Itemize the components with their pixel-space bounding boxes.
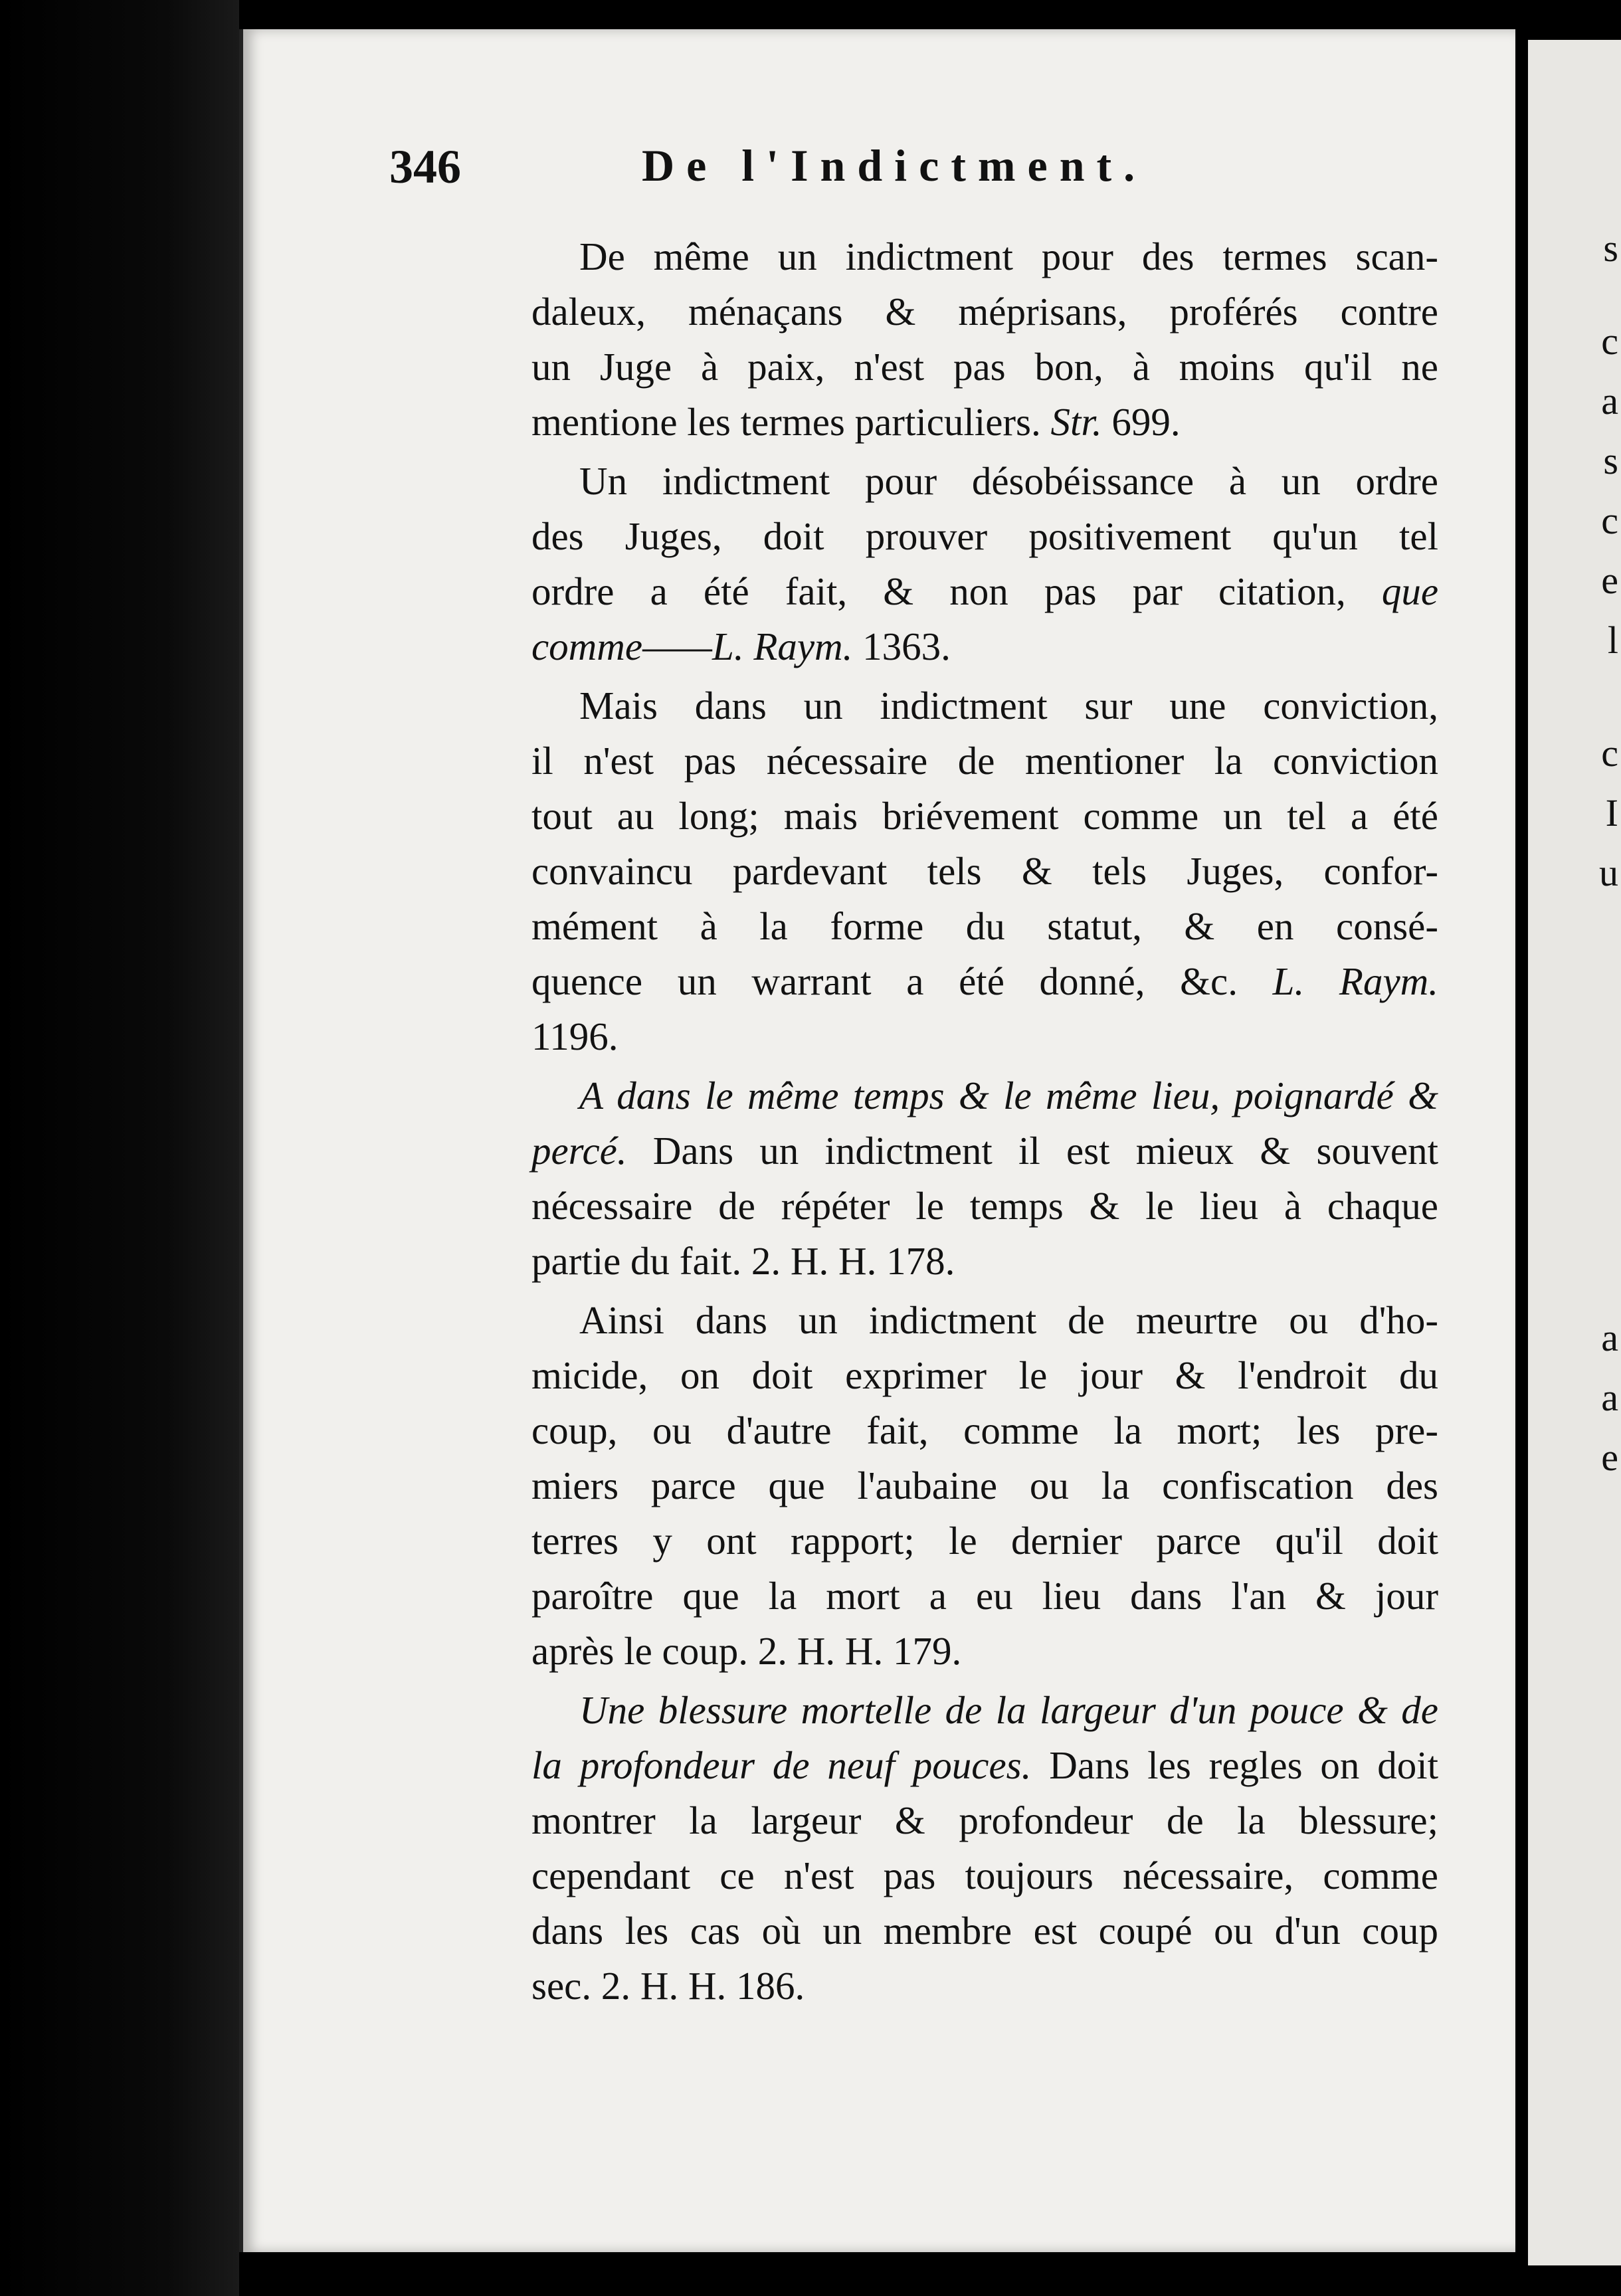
page-number: 346	[389, 140, 461, 193]
text-line	[531, 1903, 1438, 1959]
text-line	[531, 395, 1438, 450]
text-line	[531, 564, 1438, 619]
text-run: tout au long; mais briévement comme un tel a été	[531, 794, 1438, 838]
paragraph	[531, 1068, 1438, 1289]
text-run: après le coup. 2. H. H. 179.	[531, 1629, 962, 1673]
text-run: De même un indictment pour des termes scan-	[579, 235, 1438, 278]
text-line	[531, 1959, 1438, 2014]
text-line	[531, 229, 1438, 284]
italic-text: L. Raym.	[1272, 959, 1438, 1003]
paragraph	[531, 454, 1438, 674]
text-run: Un indictment pour désobéissance à un ordre	[579, 459, 1438, 503]
text-line	[531, 789, 1438, 844]
text-line	[531, 284, 1438, 339]
text-line	[531, 733, 1438, 789]
page-header	[389, 140, 1266, 213]
text-run: convaincu pardevant tels & tels Juges, confor-	[531, 849, 1438, 893]
italic-text: Une blessure mortelle de la largeur d'un pouce & de	[579, 1688, 1438, 1732]
facing-page-letter: I	[1605, 791, 1618, 834]
text-run: 1363.	[852, 624, 951, 668]
text-line	[531, 899, 1438, 954]
italic-text: comme——L. Raym.	[531, 624, 853, 668]
facing-page-letter: e	[1601, 1436, 1618, 1479]
text-run: 1196.	[531, 1014, 619, 1058]
text-line	[531, 454, 1438, 509]
text-run: nécessaire de répéter le temps & le lieu à chaque	[531, 1184, 1438, 1228]
facing-page-letter: s	[1603, 439, 1618, 482]
paragraph	[531, 1683, 1438, 2014]
running-title: De l'Indictment.	[642, 140, 1147, 191]
text-run: sec. 2. H. H. 186.	[531, 1964, 805, 2008]
facing-page-edge	[1528, 40, 1621, 2265]
facing-page-letter: c	[1601, 499, 1618, 542]
text-run: Ainsi dans un indictment de meurtre ou d'ho-	[579, 1298, 1438, 1342]
paragraph	[531, 1293, 1438, 1679]
facing-page-letter: u	[1599, 851, 1618, 894]
body-text	[531, 229, 1438, 2018]
text-run: cependant ce n'est pas toujours nécessaire, comme	[531, 1854, 1438, 1897]
text-run: coup, ou d'autre fait, comme la mort; les pre-	[531, 1408, 1438, 1452]
text-run: mentione les termes particuliers.	[531, 400, 1051, 444]
text-line	[531, 1513, 1438, 1569]
text-line	[531, 1348, 1438, 1403]
text-line	[531, 678, 1438, 733]
text-run: des Juges, doit prouver positivement qu'un tel	[531, 514, 1438, 558]
text-line	[531, 1068, 1438, 1123]
text-line	[531, 1624, 1438, 1679]
text-line	[531, 1793, 1438, 1848]
italic-text: que	[1381, 569, 1438, 613]
text-run: paroître que la mort a eu lieu dans l'an & jour	[531, 1574, 1438, 1618]
text-line	[531, 509, 1438, 564]
text-run: partie du fait. 2. H. H. 178.	[531, 1239, 955, 1283]
italic-text: la profondeur de neuf pouces.	[531, 1743, 1032, 1787]
text-line	[531, 1403, 1438, 1458]
facing-page-letter: c	[1601, 320, 1618, 363]
text-line	[531, 339, 1438, 395]
text-run: ordre a été fait, & non pas par citation,	[531, 569, 1382, 613]
facing-page-letter: a	[1601, 1316, 1618, 1359]
text-line	[531, 1458, 1438, 1513]
text-run: micide, on doit exprimer le jour & l'endroit du	[531, 1353, 1438, 1397]
text-line	[531, 1848, 1438, 1903]
paragraph	[531, 229, 1438, 450]
text-run: montrer la largeur & profondeur de la blessure;	[531, 1798, 1438, 1842]
italic-text: A dans le même temps & le même lieu, poignardé &	[579, 1074, 1438, 1117]
text-line	[531, 1179, 1438, 1234]
text-run: miers parce que l'aubaine ou la confiscation des	[531, 1464, 1438, 1507]
text-line	[531, 1738, 1438, 1793]
facing-page-letter: s	[1603, 227, 1618, 270]
text-run: mément à la forme du statut, & en consé-	[531, 904, 1438, 948]
text-run: Mais dans un indictment sur une conviction,	[579, 684, 1438, 727]
text-run: Dans les regles on doit	[1031, 1743, 1439, 1787]
facing-page-letter: a	[1601, 1376, 1618, 1419]
text-line	[531, 1569, 1438, 1624]
text-run: daleux, ménaçans & méprisans, proférés contre	[531, 290, 1438, 334]
text-line	[531, 619, 1438, 674]
text-run: un Juge à paix, n'est pas bon, à moins qu'il ne	[531, 345, 1438, 389]
text-run: il n'est pas nécessaire de mentioner la conviction	[531, 739, 1438, 783]
text-line	[531, 844, 1438, 899]
text-line	[531, 954, 1438, 1009]
facing-page-letter: l	[1607, 619, 1618, 662]
text-run: dans les cas où un membre est coupé ou d'un coup	[531, 1909, 1438, 1953]
paragraph	[531, 678, 1438, 1064]
italic-text: percé.	[531, 1129, 627, 1173]
facing-page-letter: c	[1601, 731, 1618, 775]
facing-page-letter: e	[1601, 559, 1618, 602]
text-run: quence un warrant a été donné, &c.	[531, 959, 1273, 1003]
text-line	[531, 1683, 1438, 1738]
text-line	[531, 1123, 1438, 1179]
text-run: 699.	[1101, 400, 1181, 444]
facing-page-letter: a	[1601, 379, 1618, 423]
text-line	[531, 1234, 1438, 1289]
text-run: terres y ont rapport; le dernier parce qu'il doit	[531, 1519, 1438, 1563]
text-run: Dans un indictment il est mieux & souvent	[626, 1129, 1438, 1173]
text-line	[531, 1293, 1438, 1348]
text-line	[531, 1009, 1438, 1064]
italic-text: Str.	[1050, 400, 1102, 444]
scan-dark-margin	[0, 0, 239, 2296]
